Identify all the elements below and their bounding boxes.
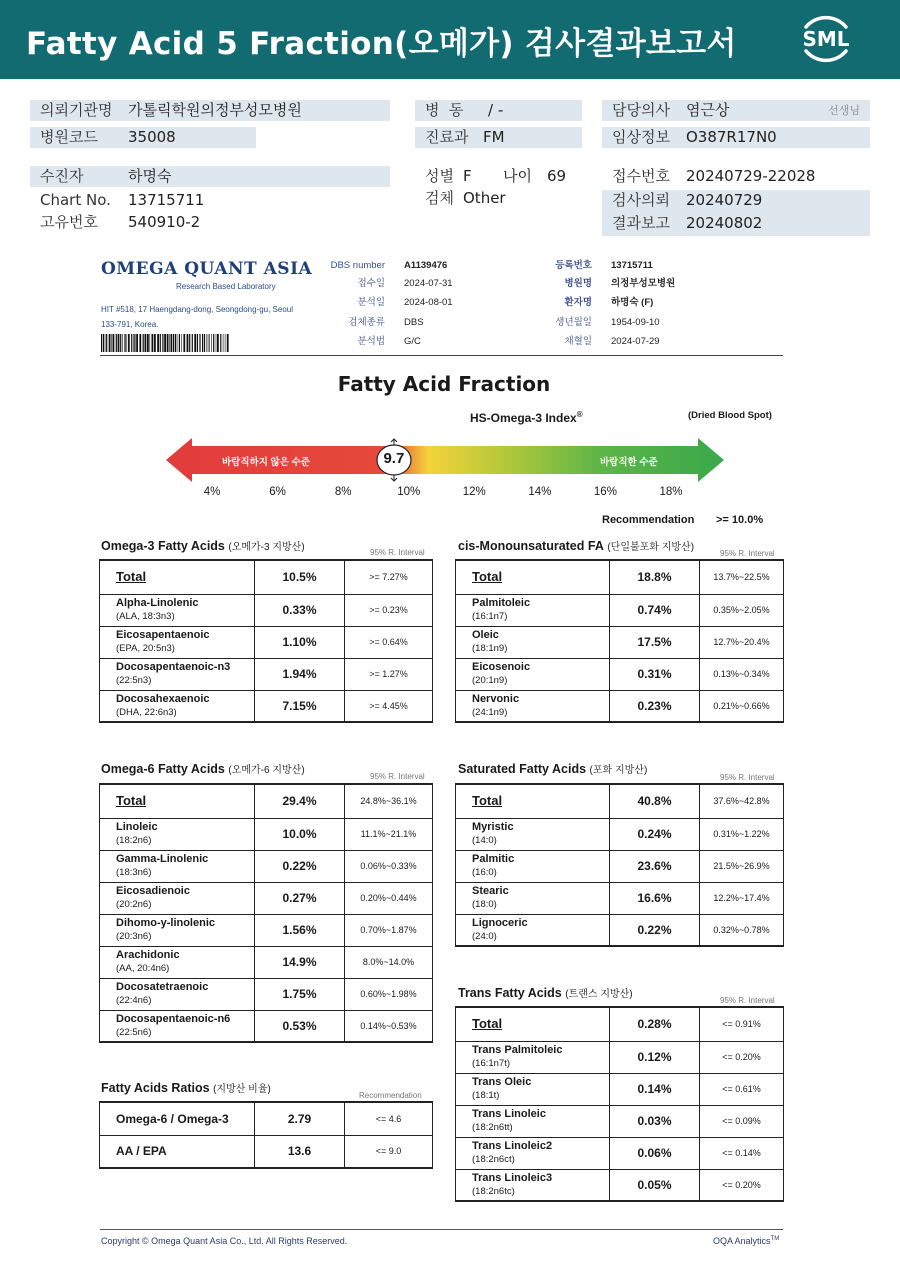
dob-value: 1954-09-10 <box>611 317 660 328</box>
result-value: 0.74% <box>610 594 700 626</box>
table-row <box>456 818 784 850</box>
table-row <box>100 560 433 594</box>
specimen-row <box>415 188 582 209</box>
recommendation-value: >= 10.0% <box>716 514 764 526</box>
result-value: 1.94% <box>255 658 345 690</box>
reference-range: 0.32%~0.78% <box>700 914 784 946</box>
fatty-acid-name <box>456 882 610 914</box>
bad-level-label: 바람직하지 않은 수준 <box>222 457 310 468</box>
fatty-acid-name <box>456 1073 610 1105</box>
result-value: 10.5% <box>255 560 345 594</box>
fatty-acid-notation: (EPA, 20:5n3) <box>116 643 175 654</box>
reference-range: <= 0.20% <box>700 1041 784 1073</box>
fatty-acid-label: Total <box>116 569 147 585</box>
fatty-acid-name <box>100 690 255 722</box>
fatty-acid-notation: (22:5n6) <box>116 1026 152 1038</box>
clinical-value: O387R17N0 <box>686 128 777 146</box>
sex-value: F <box>463 167 472 185</box>
reference-range: 0.31%~1.22% <box>700 818 784 850</box>
reference-range: 24.8%~36.1% <box>345 784 433 818</box>
reference-range: 0.13%~0.34% <box>700 658 784 690</box>
analyzed-label: 분석일 <box>357 297 385 308</box>
fatty-acid-notation: (20:3n6) <box>116 931 152 942</box>
logo-text: SML <box>802 27 850 51</box>
fatty-acid-name: Omega-6 / Omega-3 <box>100 1102 255 1135</box>
table-row <box>100 818 433 850</box>
fatty-acid-notation: (18:1t) <box>472 1090 500 1101</box>
fatty-acid-label: Stearic <box>472 885 509 897</box>
fatty-acid-label: Eicosadienoic <box>116 885 190 897</box>
test-date-label: 검사의뢰 <box>612 191 670 209</box>
unique-value: 540910-2 <box>128 213 201 231</box>
fatty-acid-label: Docosatetraenoic <box>116 981 209 993</box>
reference-range: 0.60%~1.98% <box>345 978 433 1010</box>
reference-range: 0.14%~0.53% <box>345 1010 433 1042</box>
specimen-value: Other <box>463 189 506 207</box>
table-row <box>100 1010 433 1042</box>
dbs-label: DBS number <box>330 260 385 271</box>
fatty-acid-notation: (AA, 20:4n6) <box>116 963 170 974</box>
fatty-acid-label: Docosapentaenoic-n3 <box>116 661 231 673</box>
institution-label: 의뢰기관명 <box>40 101 113 119</box>
fatty-acid-notation: (14:0) <box>472 835 497 846</box>
fatty-acid-label: Trans Oleic <box>472 1076 532 1088</box>
hospital-label: 병원명 <box>564 278 592 289</box>
fatty-acid-name <box>100 658 255 690</box>
reg-label: 등록번호 <box>555 260 592 271</box>
good-level-label: 바람직한 수준 <box>600 457 658 468</box>
result-value: 0.05% <box>610 1169 700 1201</box>
saturated-interval-note: 95% R. Interval <box>720 773 775 782</box>
reference-range: <= 0.09% <box>700 1105 784 1137</box>
result-value: 23.6% <box>610 850 700 882</box>
mono-interval-note: 95% R. Interval <box>720 549 775 558</box>
fatty-acid-name <box>456 818 610 850</box>
doctor-row <box>602 100 870 121</box>
dept-label: 진료과 <box>425 128 469 146</box>
result-value: 16.6% <box>610 882 700 914</box>
fatty-acid-label: Palmitoleic <box>472 597 531 609</box>
receipt-row <box>602 166 870 187</box>
reference-range: <= 9.0 <box>345 1135 433 1168</box>
method-value: G/C <box>404 336 421 347</box>
result-value: 0.31% <box>610 658 700 690</box>
doctor-note: 선생님 <box>828 104 860 117</box>
reference-range: 11.1%~21.1% <box>345 818 433 850</box>
fatty-acid-notation: (16:1n7t) <box>472 1058 511 1069</box>
table-row <box>100 978 433 1010</box>
hospital-code-row <box>30 127 256 148</box>
gauge-tick-label: 8% <box>334 486 352 498</box>
result-value: 0.53% <box>255 1010 345 1042</box>
result-value: 0.14% <box>610 1073 700 1105</box>
gauge-tick-label: 4% <box>203 486 221 498</box>
reference-range: >= 7.27% <box>345 560 433 594</box>
fatty-acid-notation: (18:2n6) <box>116 835 152 846</box>
chart-label: Chart No. <box>40 191 111 209</box>
trans-interval-note: 95% R. Interval <box>720 996 775 1005</box>
lab-divider <box>100 355 783 356</box>
result-value: 0.12% <box>610 1041 700 1073</box>
dob-label: 생년월일 <box>555 317 592 328</box>
fatty-acid-label: Linoleic <box>116 821 158 833</box>
fatty-acid-label: Total <box>116 793 147 809</box>
sex-age-row <box>415 166 582 187</box>
section-title: Fatty Acid Fraction <box>337 372 551 396</box>
lab-patient-label: 환자명 <box>564 297 592 308</box>
dates-block <box>602 190 870 236</box>
omega6-interval-note: 95% R. Interval <box>370 772 425 781</box>
reference-range: >= 0.64% <box>345 626 433 658</box>
table-row <box>456 1073 784 1105</box>
saturated-table <box>455 783 784 947</box>
fatty-acid-name <box>100 946 255 978</box>
result-value: 29.4% <box>255 784 345 818</box>
lab-patient-value: 하명숙 (F) <box>611 297 654 308</box>
fatty-acid-label: Eicosenoic <box>472 661 531 673</box>
result-value: 0.22% <box>610 914 700 946</box>
fatty-acid-label: Alpha-Linolenic <box>116 597 199 609</box>
saturated-title: Saturated Fatty Acids (포화 지방산) <box>458 762 648 776</box>
result-value: 0.24% <box>610 818 700 850</box>
gauge-tick-label: 12% <box>462 486 486 498</box>
fatty-acid-label: Palmitic <box>472 853 515 865</box>
table-row <box>100 594 433 626</box>
result-value: 17.5% <box>610 626 700 658</box>
fatty-acid-name <box>100 818 255 850</box>
index-spot: (Dried Blood Spot) <box>688 410 772 421</box>
fatty-acid-label: Total <box>472 793 503 809</box>
table-row <box>456 626 784 658</box>
table-row <box>100 1135 433 1168</box>
fatty-acid-notation: (ALA, 18:3n3) <box>116 611 175 622</box>
fatty-acid-notation: (18:2n6ct) <box>472 1154 515 1165</box>
doctor-label: 담당의사 <box>612 101 670 119</box>
age-value: 69 <box>547 167 567 185</box>
omega3-title: Omega-3 Fatty Acids (오메가-3 지방산) <box>101 539 305 553</box>
table-row <box>100 882 433 914</box>
oqa-address: HIT #518, 17 Haengdang-dong, Seongdong-gu, Seoul 133-791, Korea. <box>101 305 294 329</box>
fatty-acid-name <box>100 850 255 882</box>
reference-range: 21.5%~26.9% <box>700 850 784 882</box>
table-row <box>456 914 784 946</box>
reference-range: 13.7%~22.5% <box>700 560 784 594</box>
fatty-acid-name <box>456 914 610 946</box>
fatty-acid-name <box>456 560 610 594</box>
trans-title: Trans Fatty Acids (트랜스 지방산) <box>458 986 633 1000</box>
result-value: 0.03% <box>610 1105 700 1137</box>
result-value: 13.6 <box>255 1135 345 1168</box>
fatty-acid-label: Total <box>472 1016 503 1032</box>
fatty-acid-label: Docosahexaenoic <box>116 692 210 705</box>
result-value: 14.9% <box>255 946 345 978</box>
patient-value: 하명숙 <box>128 167 172 185</box>
ward-row <box>415 100 582 121</box>
reference-range: 0.70%~1.87% <box>345 914 433 946</box>
fatty-acid-notation: (18:1n9) <box>472 643 508 654</box>
gauge-tick-label: 16% <box>593 486 617 498</box>
dept-value: FM <box>483 128 505 146</box>
fatty-acid-name <box>100 560 255 594</box>
footer-brand: OQA Analytics™ <box>713 1236 780 1246</box>
table-row <box>456 1169 784 1201</box>
fatty-acid-notation: (22:4n6) <box>116 995 152 1006</box>
fatty-acid-name <box>100 978 255 1010</box>
result-value: 0.06% <box>610 1137 700 1169</box>
fatty-acid-notation: (16:1n7) <box>472 611 508 622</box>
fatty-acid-label: Trans Linoleic2 <box>472 1140 553 1152</box>
table-row <box>456 784 784 818</box>
mono-title: cis-Monounsaturated FA (단일불포화 지방산) <box>458 539 695 553</box>
footer-copyright: Copyright © Omega Quant Asia Co., Ltd. All Rights Reserved. <box>101 1236 348 1246</box>
reference-range: <= 0.20% <box>700 1169 784 1201</box>
reference-range: 0.35%~2.05% <box>700 594 784 626</box>
fatty-acid-label: Lignoceric <box>472 916 528 929</box>
institution-value: 가톨릭학원의정부성모병원 <box>128 101 302 119</box>
fatty-acid-name <box>456 784 610 818</box>
fatty-acid-label: Total <box>472 569 503 585</box>
fatty-acid-notation: (20:2n6) <box>116 899 152 910</box>
table-row <box>456 1007 784 1041</box>
collected-value: 2024-07-29 <box>611 336 660 347</box>
reference-range: 12.7%~20.4% <box>700 626 784 658</box>
result-value: 1.75% <box>255 978 345 1010</box>
test-date-value: 20240729 <box>686 191 763 209</box>
analyzed-value: 2024-08-01 <box>404 297 453 308</box>
fatty-acid-label: Trans Palmitoleic <box>472 1044 563 1056</box>
index-marker <box>376 438 412 482</box>
institution-row <box>30 100 390 121</box>
fatty-acid-label: Docosapentaenoic-n6 <box>116 1012 231 1025</box>
fatty-acid-name <box>456 626 610 658</box>
received-label: 접수일 <box>357 278 385 289</box>
fatty-acid-name <box>456 1041 610 1073</box>
reference-range: 12.2%~17.4% <box>700 882 784 914</box>
fatty-acid-name <box>456 658 610 690</box>
hospital-code-value: 35008 <box>128 128 176 146</box>
fatty-acid-label: Trans Linoleic <box>472 1108 546 1120</box>
table-row <box>456 560 784 594</box>
result-value: 0.27% <box>255 882 345 914</box>
fatty-acid-name <box>456 1105 610 1137</box>
mono-table <box>455 559 784 723</box>
report-header <box>0 0 900 79</box>
unique-row <box>30 212 390 233</box>
recommendation-label: Recommendation <box>602 514 695 526</box>
fatty-acid-notation: (DHA, 22:6n3) <box>116 706 177 718</box>
chart-row <box>30 190 390 211</box>
table-row <box>456 1041 784 1073</box>
fatty-acid-label: Nervonic <box>472 692 520 705</box>
table-row <box>100 626 433 658</box>
reference-range: <= 0.14% <box>700 1137 784 1169</box>
table-row <box>100 1102 433 1135</box>
fatty-acid-name <box>456 690 610 722</box>
reference-range: 0.06%~0.33% <box>345 850 433 882</box>
table-row <box>100 784 433 818</box>
reference-range: <= 0.91% <box>700 1007 784 1041</box>
index-subtitle: HS-Omega-3 Index® <box>470 410 583 425</box>
fatty-acid-name <box>100 1010 255 1042</box>
result-date-label: 결과보고 <box>612 214 670 232</box>
gauge-tick-label: 6% <box>269 486 286 498</box>
result-value: 0.28% <box>610 1007 700 1041</box>
dbs-value: A1139476 <box>404 260 448 271</box>
sex-label: 성별 <box>425 167 454 185</box>
table-row <box>456 1105 784 1137</box>
result-value: 7.15% <box>255 690 345 722</box>
fatty-acid-label: Oleic <box>472 629 499 641</box>
fatty-acid-notation: (18:3n6) <box>116 867 152 878</box>
fatty-acid-label: Eicosapentaenoic <box>116 629 210 641</box>
oqa-logo: OMEGA QUANT ASIA <box>101 259 313 279</box>
fatty-acid-label: Gamma-Linolenic <box>116 853 209 865</box>
fatty-acid-label: Trans Linoleic3 <box>472 1171 553 1184</box>
receipt-value: 20240729-22028 <box>686 167 816 185</box>
hospital-value: 의정부성모병원 <box>611 278 676 289</box>
oqa-tagline: Research Based Laboratory <box>176 282 276 291</box>
ward-value: / - <box>488 101 504 119</box>
ratios-note: Recommendation <box>359 1091 422 1100</box>
fatty-acid-notation: (16:0) <box>472 867 497 878</box>
fatty-acid-name <box>100 594 255 626</box>
chart-value: 13715711 <box>128 191 205 209</box>
reference-range: >= 4.45% <box>345 690 433 722</box>
result-value: 0.22% <box>255 850 345 882</box>
clinical-row <box>602 127 870 148</box>
fatty-acid-name <box>456 1169 610 1201</box>
hospital-code-label: 병원코드 <box>40 128 98 146</box>
fatty-acid-notation: (18:2n6tt) <box>472 1122 513 1133</box>
doctor-value: 염근상 <box>686 101 730 119</box>
omega3-table <box>99 559 433 723</box>
fatty-acid-name <box>456 594 610 626</box>
omega3-interval-note: 95% R. Interval <box>370 548 425 557</box>
gauge-tick-label: 14% <box>528 486 552 498</box>
barcode-icon <box>101 334 231 352</box>
reference-range: >= 0.23% <box>345 594 433 626</box>
reference-range: 0.20%~0.44% <box>345 882 433 914</box>
fatty-acid-name <box>100 784 255 818</box>
ward-label: 병 동 <box>425 101 464 119</box>
specimen-label: 검체 <box>425 189 454 207</box>
table-row <box>456 882 784 914</box>
gauge-tick-label: 10% <box>397 486 421 498</box>
fatty-acid-name <box>456 850 610 882</box>
fatty-acid-label: Myristic <box>472 821 514 833</box>
reg-value: 13715711 <box>611 260 653 271</box>
fatty-acid-label: Dihomo-y-linolenic <box>116 917 215 929</box>
result-value: 10.0% <box>255 818 345 850</box>
omega6-table <box>99 783 433 1043</box>
index-value: 9.7 <box>383 450 405 467</box>
table-row <box>100 914 433 946</box>
patient-row <box>30 166 390 187</box>
footer-divider <box>100 1229 783 1230</box>
ratios-title: Fatty Acids Ratios (지방산 비율) <box>101 1081 271 1095</box>
sample-type-value: DBS <box>404 317 424 328</box>
result-value: 2.79 <box>255 1102 345 1135</box>
clinical-label: 임상정보 <box>612 128 670 146</box>
received-value: 2024-07-31 <box>404 278 453 289</box>
dept-row <box>415 127 582 148</box>
result-value: 1.10% <box>255 626 345 658</box>
collected-label: 채혈일 <box>564 336 592 347</box>
fatty-acid-notation: (18:2n6tc) <box>472 1185 515 1197</box>
table-row <box>456 658 784 690</box>
result-value: 0.33% <box>255 594 345 626</box>
reference-range: <= 4.6 <box>345 1102 433 1135</box>
table-row <box>100 850 433 882</box>
fatty-acid-name: AA / EPA <box>100 1135 255 1168</box>
reference-range: 8.0%~14.0% <box>345 946 433 978</box>
fatty-acid-label: Arachidonic <box>116 949 180 961</box>
unique-label: 고유번호 <box>40 213 98 231</box>
table-row <box>456 1137 784 1169</box>
fatty-acid-notation: (22:5n3) <box>116 675 152 686</box>
fatty-acid-notation: (20:1n9) <box>472 675 508 686</box>
sample-type-label: 검체종류 <box>348 317 385 328</box>
fatty-acid-name <box>100 882 255 914</box>
reference-range: 37.6%~42.8% <box>700 784 784 818</box>
result-value: 1.56% <box>255 914 345 946</box>
fatty-acid-notation: (18:0) <box>472 899 497 910</box>
result-date-value: 20240802 <box>686 214 763 232</box>
fatty-acid-notation: (24:0) <box>472 930 497 942</box>
table-row <box>456 594 784 626</box>
table-row <box>100 658 433 690</box>
gauge-tick-label: 18% <box>659 486 683 498</box>
fatty-acid-name <box>456 1007 610 1041</box>
sml-logo <box>796 11 856 67</box>
reference-range: 0.21%~0.66% <box>700 690 784 722</box>
table-row <box>100 690 433 722</box>
reference-range: >= 1.27% <box>345 658 433 690</box>
omega6-title: Omega-6 Fatty Acids (오메가-6 지방산) <box>101 762 305 776</box>
fatty-acid-notation: (24:1n9) <box>472 706 508 718</box>
table-row <box>100 946 433 978</box>
table-row <box>456 850 784 882</box>
receipt-label: 접수번호 <box>612 167 670 185</box>
age-label: 나이 <box>503 167 532 185</box>
result-value: 40.8% <box>610 784 700 818</box>
method-label: 분석법 <box>357 336 385 347</box>
report-title: Fatty Acid 5 Fraction(오메가) 검사결과보고서 <box>26 26 737 62</box>
fatty-acid-name <box>100 914 255 946</box>
trans-table <box>455 1006 784 1202</box>
fatty-acid-name <box>100 626 255 658</box>
result-value: 18.8% <box>610 560 700 594</box>
ratios-table <box>99 1101 433 1169</box>
reference-range: <= 0.61% <box>700 1073 784 1105</box>
patient-label: 수진자 <box>40 167 84 185</box>
table-row <box>456 690 784 722</box>
fatty-acid-name <box>456 1137 610 1169</box>
result-value: 0.23% <box>610 690 700 722</box>
